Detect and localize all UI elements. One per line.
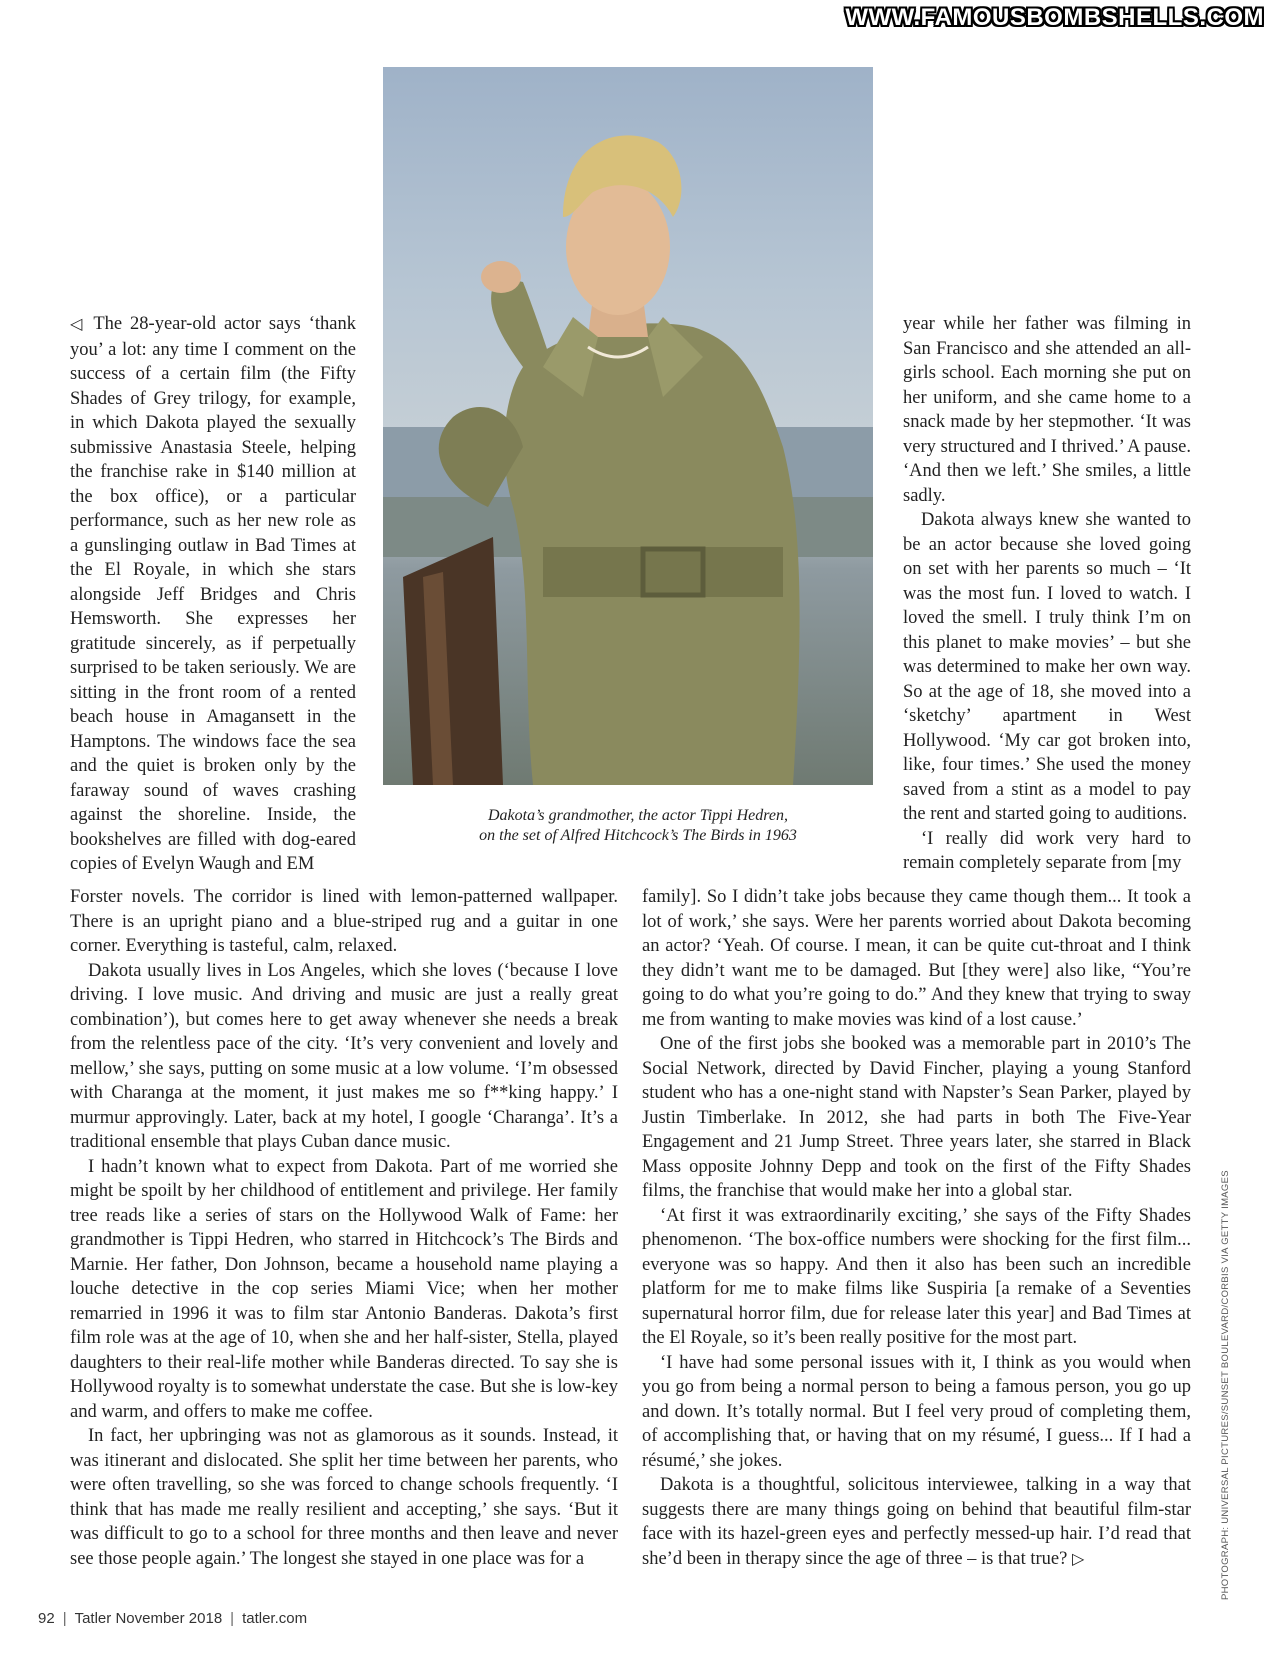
article-paragraph: Forster novels. The corridor is lined with lemon-patterned wallpaper. There is an upright piano and a blue-striped rug and a guitar in one corner. Everything is tasteful, calm, relaxed. (70, 887, 618, 956)
article-column-right-top (903, 312, 1191, 876)
caption-line-1: Dakota’s grandmother, the actor Tippi Hedren, (488, 807, 788, 824)
photo-tippi-hedren-icon (383, 67, 873, 785)
article-paragraph: ◁ The 28-year-old actor says ‘thank you’ a lot: any time I comment on the success of a certain film (the Fifty Shades of Grey trilogy, for example, in which Dakota played the sexually submissive Anastasia Steele, helping the franchise rake in $140 million at the box office), or a particular performance, such as her new role as a gunslinging outlaw in Bad Times at the El Royale, in which she stars alongside Jeff Bridges and Chris Hemsworth. She expresses her gratitude sincerely, as if perpetually surprised to be taken seriously. We are sitting in the front room of a rented beach house in Amagansett in the Hamptons. The windows face the sea and the quiet is broken only by the faraway sound of waves crashing against the shoreline. Inside, the bookshelves are filled with dog-eared copies of Evelyn Waugh and EM (70, 314, 356, 874)
article-photo (383, 67, 873, 785)
page-number: 92 (38, 1610, 55, 1627)
photo-credit: PHOTOGRAPH: UNIVERSAL PICTURES/SUNSET BOULEVARD/CORBIS VIA GETTY IMAGES (1220, 1170, 1231, 1600)
article-paragraph: year while her father was filming in San Francisco and she attended an all-girls school. Each morning she put on her uniform, and she came home to a snack made by her stepmother. ‘It was very structured and I thrived.’ A pause. ‘And then we left.’ She smiles, a little sadly. (903, 314, 1191, 506)
article-paragraph: family]. So I didn’t take jobs because they came though them... It took a lot of work,’ she says. Were her parents worried about Dakota becoming an actor? ‘Yeah. Of course. I mean, it can be quite cut-throat and I think they didn’t want me to be damaged. But [they were] also like, “You’re going to do what you’re going to do.” And they knew that trying to sway me from wanting to make movies was kind of a lost cause.’ (642, 887, 1191, 1030)
article-column-left-bottom (70, 885, 618, 1571)
article-paragraph: ‘I really did work very hard to remain completely separate from [my (903, 828, 1191, 873)
article-paragraph: ‘I have had some personal issues with it, I think as you would when you go from being a normal person to being a famous person, you go up and down. It’s totally normal. But I feel very proud of completing them, of accomplishing that, or having that on my résumé, I guess... If I had a résumé,’ she jokes. (642, 1352, 1191, 1471)
article-paragraph: In fact, her upbringing was not as glamorous as it sounds. Instead, it was itinerant and dislocated. She split her time between her parents, who were often travelling, so she was forced to change schools frequently. ‘I think that has made me really resilient and accepting,’ she says. ‘But it was difficult to go to a school for three months and then leave and never see those people again.’ The longest she stayed in one place was for a (70, 1426, 618, 1569)
article-column-left-top (70, 312, 356, 877)
start-marker-icon: ◁ (70, 316, 86, 333)
article-paragraph: ‘At first it was extraordinarily exciting,’ she says of the Fifty Shades phenomenon. ‘The box-office numbers were shocking for the first film... everyone was so happy. And then it also has been such an incredible platform for me to make films like Suspiria [a remake of a Seventies supernatural horror film, due for release later this year] and Bad Times at the El Royale, so it’s been really positive for the most part. (642, 1205, 1191, 1348)
caption-line-2: on the set of Alfred Hitchcock’s The Birds in 1963 (479, 827, 797, 844)
publication-name: Tatler November 2018 (74, 1610, 223, 1627)
watermark: WWW.FAMOUSBOMBSHELLS.COM (845, 4, 1264, 31)
article-column-right-bottom (642, 885, 1191, 1572)
article-paragraph: One of the first jobs she booked was a memorable part in 2010’s The Social Network, directed by David Fincher, playing a young Stanford student who has a one-night stand with Napster’s Sean Parker, played by Justin Timberlake. In 2012, she had parts in both The Five-Year Engagement and 21 Jump Street. Three years later, she starred in Black Mass opposite Johnny Depp and took on the first of the Fifty Shades films, the franchise that would make her into a global star. (642, 1034, 1191, 1201)
article-paragraph: Dakota always knew she wanted to be an actor because she loved going on set with her parents so much – ‘It was the most fun. I loved to watch. I loved the smell. I truly think I’m on this planet to make movies’ – but she was determined to make her own way. So at the age of 18, she moved into a ‘sketchy’ apartment in West Hollywood. ‘My car got broken into, like, four times.’ She used the money saved from a stint as a model to pay the rent and started going to auditions. (903, 510, 1191, 824)
end-marker-icon: ▷ (1071, 1550, 1085, 1568)
article-paragraph: I hadn’t known what to expect from Dakota. Part of me worried she might be spoilt by her childhood of entitlement and privilege. Her family tree reads like a series of stars on the Hollywood Walk of Fame: her grandmother is Tippi Hedren, who starred in Hitchcock’s The Birds and Marnie. Her father, Don Johnson, became a household name playing a louche detective in the cop series Miami Vice; when her mother remarried in 1996 it was to film star Antonio Banderas. Dakota’s first film role was at the age of 10, when she and her half-sister, Stella, played daughters to their real-life mother while Banderas directed. To say she is Hollywood royalty is to somewhat understate the case. But she is low-key and warm, and offers to make me coffee. (70, 1156, 618, 1422)
photo-caption (448, 806, 828, 846)
website-link[interactable]: tatler.com (242, 1610, 308, 1627)
article-paragraph: Dakota usually lives in Los Angeles, which she loves (‘because I love driving. I love music. And driving and music are just a really great combination’), but comes here to get away whenever she needs a break from the relentless pace of the city. ‘It’s very convenient and lovely and mellow,’ she says, putting on some music at a low volume. ‘I’m obsessed with Charanga at the moment, it just makes me so f**king happy.’ I murmur approvingly. Later, back at my hotel, I google ‘Charanga’. It’s a traditional ensemble that plays Cuban dance music. (70, 960, 618, 1152)
article-paragraph: Dakota is a thoughtful, solicitous interviewee, talking in a way that suggests there are many things going on behind that beautiful film-star face with its hazel-green eyes and perfectly messed-up hair. I’d read that she’d been in therapy since the age of three – is that true? ▷ (642, 1475, 1191, 1569)
page-footer: 92 | Tatler November 2018 | tatler.com (38, 1610, 308, 1627)
